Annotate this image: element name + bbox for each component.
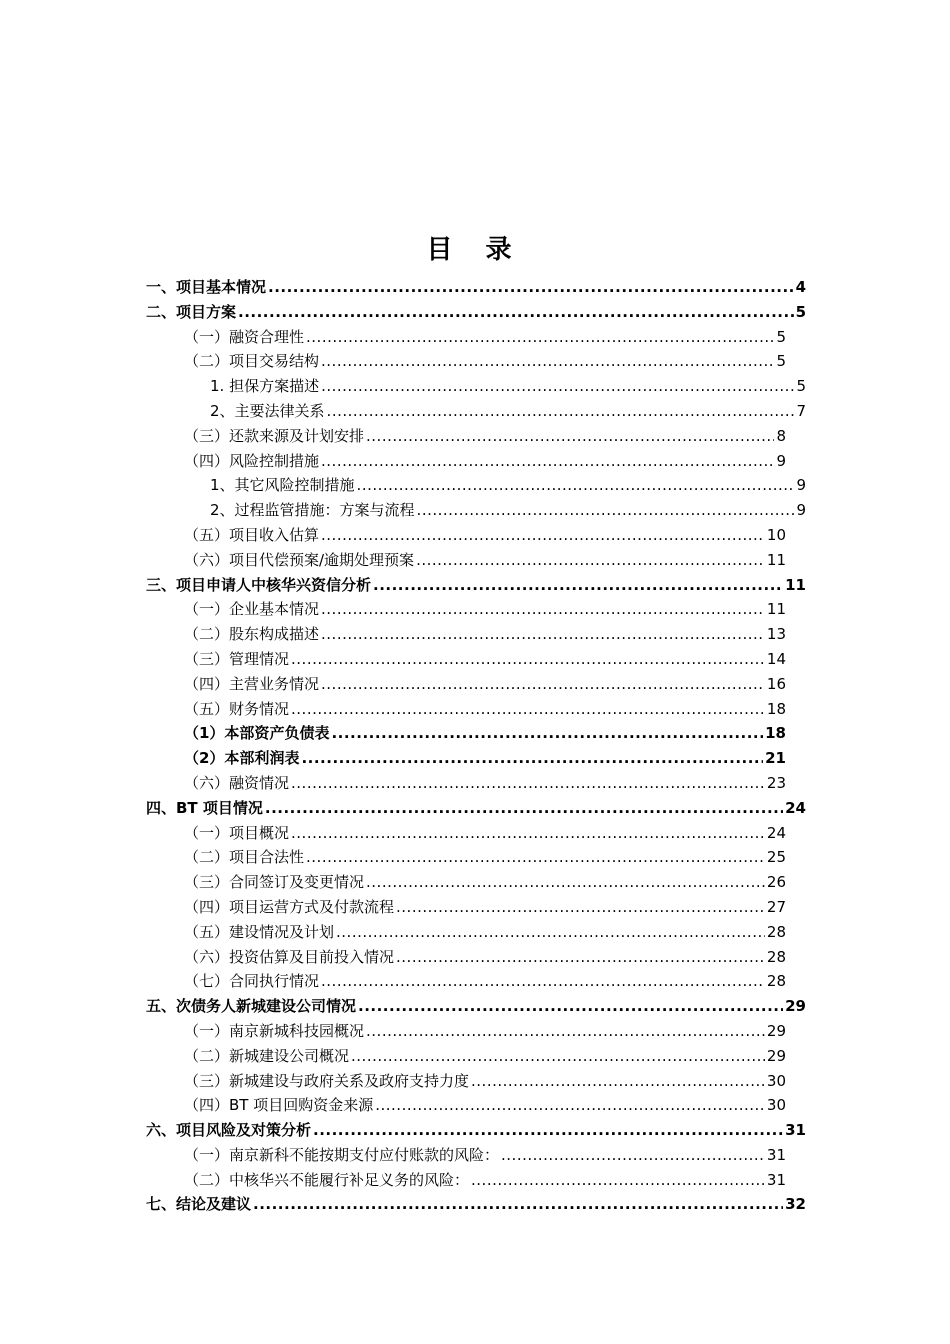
toc-entry-label: （一）南京新城科技园概况 [184, 1021, 365, 1040]
toc-entry-label: 三、项目申请人中核华兴资信分析 [146, 575, 372, 594]
toc-entry[interactable] [146, 523, 806, 548]
toc-entry[interactable] [146, 1044, 806, 1069]
toc-page-number: 30 [766, 1071, 786, 1090]
toc-entry-label: 五、次债务人新城建设公司情况 [146, 997, 357, 1016]
toc-page-number: 18 [766, 699, 786, 718]
toc-entry[interactable] [146, 1093, 806, 1118]
toc-page-number: 9 [796, 501, 806, 520]
toc-entry[interactable] [146, 424, 806, 449]
toc-page-number: 29 [766, 1046, 786, 1065]
toc-entry[interactable] [146, 1118, 806, 1143]
toc-entry-label: 1、其它风险控制措施 [210, 476, 355, 495]
toc-entry[interactable] [146, 1168, 806, 1193]
toc-dot-leader [396, 945, 765, 970]
toc-page-number: 18 [765, 724, 786, 743]
toc-entry-label: （二）项目合法性 [184, 848, 305, 867]
toc-entry-label: （五）项目收入估算 [184, 525, 320, 544]
toc-entry[interactable] [146, 771, 806, 796]
toc-dot-leader [366, 870, 765, 895]
toc-dot-leader [373, 573, 783, 598]
toc-entry-label: （七）合同执行情况 [184, 972, 320, 991]
toc-entry[interactable] [146, 969, 806, 994]
toc-entry-label: （一）南京新科不能按期支付应付账款的风险： [184, 1145, 500, 1164]
toc-entry[interactable] [146, 796, 806, 821]
toc-page-number: 32 [785, 1195, 806, 1214]
toc-dot-leader [321, 523, 765, 548]
toc-entry-label: （2）本部利润表 [184, 749, 300, 768]
toc-dot-leader [501, 1143, 765, 1168]
toc-entry-label: 二、项目方案 [146, 302, 237, 321]
toc-page-number: 4 [795, 278, 806, 296]
toc-dot-leader [313, 1118, 783, 1143]
toc-dot-leader [321, 672, 765, 697]
toc-page-number: 5 [796, 377, 806, 396]
toc-dot-leader [375, 1093, 765, 1118]
toc-dot-leader [417, 498, 795, 523]
toc-page-number: 11 [766, 600, 786, 619]
toc-entry-label: （六）融资情况 [184, 773, 290, 792]
toc-dot-leader [331, 721, 763, 746]
toc-dot-leader [306, 845, 765, 870]
toc-page-number: 7 [796, 401, 806, 420]
toc-dot-leader [366, 1019, 765, 1044]
toc-entry[interactable] [146, 746, 806, 771]
toc-dot-leader [351, 1044, 765, 1069]
toc-entry-label: （三）管理情况 [184, 649, 290, 668]
toc-page-number: 11 [766, 550, 786, 569]
toc-dot-leader [321, 374, 794, 399]
toc-entry[interactable] [146, 1019, 806, 1044]
toc-page-number: 28 [766, 972, 786, 991]
toc-entry[interactable] [146, 399, 806, 424]
toc-entry[interactable] [146, 1192, 806, 1217]
toc-page-number: 16 [766, 674, 786, 693]
toc-entry-label: （六）投资估算及目前投入情况 [184, 947, 395, 966]
toc-entry-label: 四、BT 项目情况 [146, 798, 263, 817]
toc-dot-leader [321, 449, 774, 474]
toc-dot-leader [321, 349, 774, 374]
toc-entry[interactable] [146, 300, 806, 325]
toc-page-number: 31 [766, 1145, 786, 1164]
toc-entry[interactable] [146, 821, 806, 846]
toc-dot-leader [396, 895, 765, 920]
toc-entry[interactable] [146, 697, 806, 722]
toc-entry[interactable] [146, 647, 806, 672]
toc-entry-label: 1. 担保方案描述 [210, 377, 320, 396]
toc-dot-leader [327, 399, 795, 424]
toc-entry-label: （四）BT 项目回购资金来源 [184, 1096, 374, 1115]
toc-dot-leader [358, 994, 783, 1019]
toc-entry-label: （二）中核华兴不能履行补足义务的风险： [184, 1170, 470, 1189]
toc-page-number: 5 [776, 327, 786, 346]
toc-page-number: 11 [785, 575, 806, 594]
toc-dot-leader [291, 771, 765, 796]
toc-entry[interactable] [146, 349, 806, 374]
toc-entry-label: （四）风险控制措施 [184, 451, 320, 470]
toc-entry-label: （一）融资合理性 [184, 327, 305, 346]
toc-page-number: 9 [796, 476, 806, 495]
toc-entry[interactable] [146, 870, 806, 895]
toc-entry-label: （三）新城建设与政府关系及政府支持力度 [184, 1071, 470, 1090]
toc-page-number: 21 [765, 749, 786, 768]
toc-entry[interactable] [146, 920, 806, 945]
toc-entry-label: （二）新城建设公司概况 [184, 1046, 350, 1065]
toc-dot-leader [291, 821, 765, 846]
toc-page-number: 28 [766, 922, 786, 941]
toc-entry[interactable] [146, 994, 806, 1019]
toc-dot-leader [321, 969, 765, 994]
toc-entry-label: 六、项目风险及对策分析 [146, 1121, 312, 1140]
toc-entry[interactable] [146, 473, 806, 498]
toc-entry-label: （二）项目交易结构 [184, 352, 320, 371]
toc-entry-label: （四）项目运营方式及付款流程 [184, 897, 395, 916]
toc-entry[interactable] [146, 548, 806, 573]
toc-dot-leader [471, 1168, 765, 1193]
toc-entry[interactable] [146, 672, 806, 697]
toc-dot-leader [357, 473, 795, 498]
toc-page-number: 13 [766, 625, 786, 644]
toc-page-number: 25 [766, 848, 786, 867]
toc-entry[interactable] [146, 895, 806, 920]
toc-entry[interactable] [146, 845, 806, 870]
toc-page-number: 27 [766, 897, 786, 916]
toc-entry-label: （一）项目概况 [184, 823, 290, 842]
toc-entry-label: 2、过程监管措施：方案与流程 [210, 501, 415, 520]
toc-entry-label: （一）企业基本情况 [184, 600, 320, 619]
toc-entry-label: 2、主要法律关系 [210, 401, 325, 420]
toc-dot-leader [253, 1192, 783, 1217]
toc-dot-leader [238, 300, 794, 325]
toc-page-number: 5 [795, 302, 806, 321]
toc-entry[interactable] [146, 498, 806, 523]
toc-page-number: 24 [785, 798, 806, 817]
toc-page-number: 28 [766, 947, 786, 966]
toc-dot-leader [268, 275, 794, 300]
toc-dot-leader [291, 647, 765, 672]
toc-dot-leader [291, 697, 765, 722]
toc-dot-leader [321, 622, 765, 647]
toc-page-number: 23 [766, 773, 786, 792]
toc-page-number: 31 [785, 1121, 806, 1140]
table-of-contents [146, 275, 806, 1217]
toc-dot-leader [301, 746, 763, 771]
toc-page-number: 31 [766, 1170, 786, 1189]
toc-entry-label: （五）建设情况及计划 [184, 922, 335, 941]
toc-entry-label: （二）股东构成描述 [184, 625, 320, 644]
toc-entry[interactable] [146, 597, 806, 622]
toc-page-number: 10 [766, 525, 786, 544]
toc-page-number: 24 [766, 823, 786, 842]
toc-entry[interactable] [146, 1143, 806, 1168]
toc-page-number: 9 [776, 451, 786, 470]
toc-page-number: 5 [776, 352, 786, 371]
toc-entry[interactable] [146, 1069, 806, 1094]
toc-page-number: 26 [766, 873, 786, 892]
toc-entry-label: （三）合同签订及变更情况 [184, 873, 365, 892]
toc-page-number: 29 [766, 1021, 786, 1040]
toc-dot-leader [321, 597, 765, 622]
toc-entry[interactable] [146, 275, 806, 300]
toc-dot-leader [416, 548, 765, 573]
toc-entry[interactable] [146, 325, 806, 350]
toc-entry-label: 七、结论及建议 [146, 1195, 252, 1214]
toc-entry-label: （六）项目代偿预案/逾期处理预案 [184, 550, 415, 569]
toc-entry[interactable] [146, 573, 806, 598]
toc-entry-label: （1）本部资产负债表 [184, 724, 330, 743]
toc-entry[interactable] [146, 622, 806, 647]
toc-title: 目 录 [426, 235, 524, 265]
toc-page-number: 14 [766, 649, 786, 668]
toc-entry-label: （四）主营业务情况 [184, 674, 320, 693]
toc-page-number: 29 [785, 997, 806, 1016]
toc-entry-label: 一、项目基本情况 [146, 278, 267, 296]
toc-dot-leader [306, 325, 774, 350]
toc-entry[interactable] [146, 449, 806, 474]
toc-dot-leader [265, 796, 783, 821]
toc-page-number: 30 [766, 1096, 786, 1115]
toc-entry-label: （五）财务情况 [184, 699, 290, 718]
toc-dot-leader [336, 920, 765, 945]
toc-entry-label: （三）还款来源及计划安排 [184, 426, 365, 445]
toc-entry[interactable] [146, 945, 806, 970]
toc-dot-leader [366, 424, 774, 449]
toc-page-number: 8 [776, 426, 786, 445]
toc-dot-leader [471, 1069, 765, 1094]
toc-entry[interactable] [146, 721, 806, 746]
toc-entry[interactable] [146, 374, 806, 399]
